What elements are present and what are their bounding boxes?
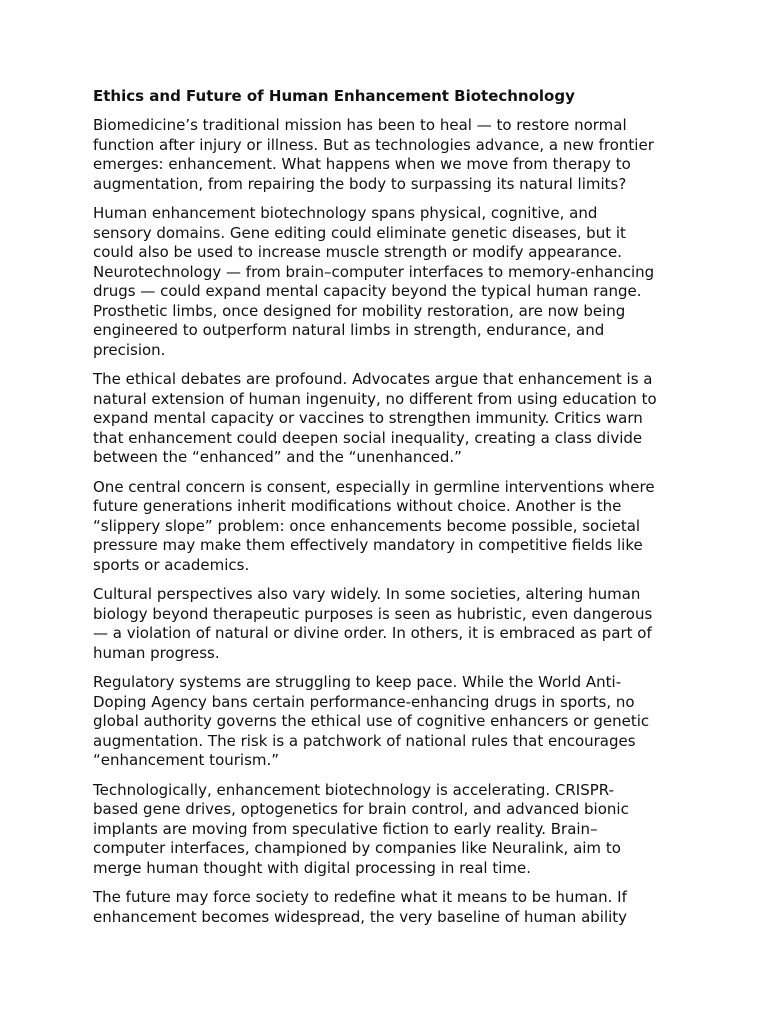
paragraph-line: augmentation. The risk is a patchwork of national rules that encourages <box>93 731 636 750</box>
paragraph-line: The ethical debates are profound. Advocates argue that enhancement is a <box>93 370 653 388</box>
paragraph <box>93 585 693 663</box>
paragraph-line: implants are moving from speculative fiction to early reality. Brain– <box>93 819 598 838</box>
paragraph-line: One central concern is consent, especially in germline interventions where <box>93 477 655 496</box>
paragraph-line: Doping Agency bans certain performance-enhancing drugs in sports, no <box>93 692 635 711</box>
paragraph-line: computer interfaces, championed by companies like Neuralink, aim to <box>93 839 621 857</box>
paragraph-line: Regulatory systems are struggling to keep pace. While the World Anti- <box>93 673 622 691</box>
paragraph-line: expand mental capacity or vaccines to strengthen immunity. Critics warn <box>93 409 643 427</box>
paragraph-line: precision. <box>93 340 166 359</box>
paragraph <box>93 116 693 194</box>
paragraph-line: human progress. <box>93 643 220 662</box>
paragraph <box>93 478 693 576</box>
paragraph-line: merge human thought with digital processing in real time. <box>93 858 531 877</box>
paragraph-line: biology beyond therapeutic purposes is seen as hubristic, even dangerous <box>93 604 653 623</box>
paragraph-line: global authority governs the ethical use of cognitive enhancers or genetic <box>93 712 650 730</box>
paragraph <box>93 204 693 360</box>
paragraph-line: enhancement becomes widespread, the very baseline of human ability <box>93 907 628 926</box>
paragraph-line: sensory domains. Gene editing could eliminate genetic diseases, but it <box>93 223 626 242</box>
paragraph-line: based gene drives, optogenetics for brain control, and advanced bionic <box>93 800 629 818</box>
paragraph <box>93 888 693 927</box>
paragraph-line: future generations inherit modifications without choice. Another is the <box>93 497 622 515</box>
paragraph-line: — a violation of natural or divine order. In others, it is embraced as part of <box>93 624 652 642</box>
paragraph-line: pressure may make them effectively mandatory in competitive fields like <box>93 536 643 554</box>
paragraph-line: Biomedicine’s traditional mission has been to heal — to restore normal <box>93 116 627 134</box>
paragraph-line: augmentation, from repairing the body to surpassing its natural limits? <box>93 174 627 193</box>
paragraph-line: that enhancement could deepen social inequality, creating a class divide <box>93 428 643 447</box>
paragraph-line: function after injury or illness. But as technologies advance, a new frontier <box>93 135 654 154</box>
paragraph-line: natural extension of human ingenuity, no different from using education to <box>93 389 657 408</box>
paragraph-line: The future may force society to redefine what it means to be human. If <box>93 888 627 906</box>
document-title: Ethics and Future of Human Enhancement Biotechnology <box>93 87 575 105</box>
paragraph-line: could also be used to increase muscle strength or modify appearance. <box>93 243 622 261</box>
document-body <box>93 116 693 927</box>
paragraph-line: between the “enhanced” and the “unenhanced.” <box>93 448 462 466</box>
paragraph <box>93 673 693 771</box>
paragraph-line: Human enhancement biotechnology spans physical, cognitive, and <box>93 204 598 222</box>
paragraph-line: Cultural perspectives also vary widely. In some societies, altering human <box>93 585 641 603</box>
paragraph-line: Neurotechnology — from brain–computer interfaces to memory-enhancing <box>93 262 655 281</box>
paragraph-line: “enhancement tourism.” <box>93 751 280 769</box>
paragraph-line: sports or academics. <box>93 555 250 574</box>
paragraph-line: emerges: enhancement. What happens when we move from therapy to <box>93 155 631 173</box>
paragraph <box>93 781 693 879</box>
paragraph-line: Technologically, enhancement biotechnology is accelerating. CRISPR- <box>93 780 614 799</box>
paragraph-line: engineered to outperform natural limbs in strength, endurance, and <box>93 321 605 339</box>
document-page <box>93 85 693 937</box>
paragraph-line: Prosthetic limbs, once designed for mobility restoration, are now being <box>93 301 626 320</box>
paragraph <box>93 370 693 468</box>
paragraph-line: drugs — could expand mental capacity beyond the typical human range. <box>93 282 642 300</box>
paragraph-line: “slippery slope” problem: once enhancements become possible, societal <box>93 516 641 535</box>
